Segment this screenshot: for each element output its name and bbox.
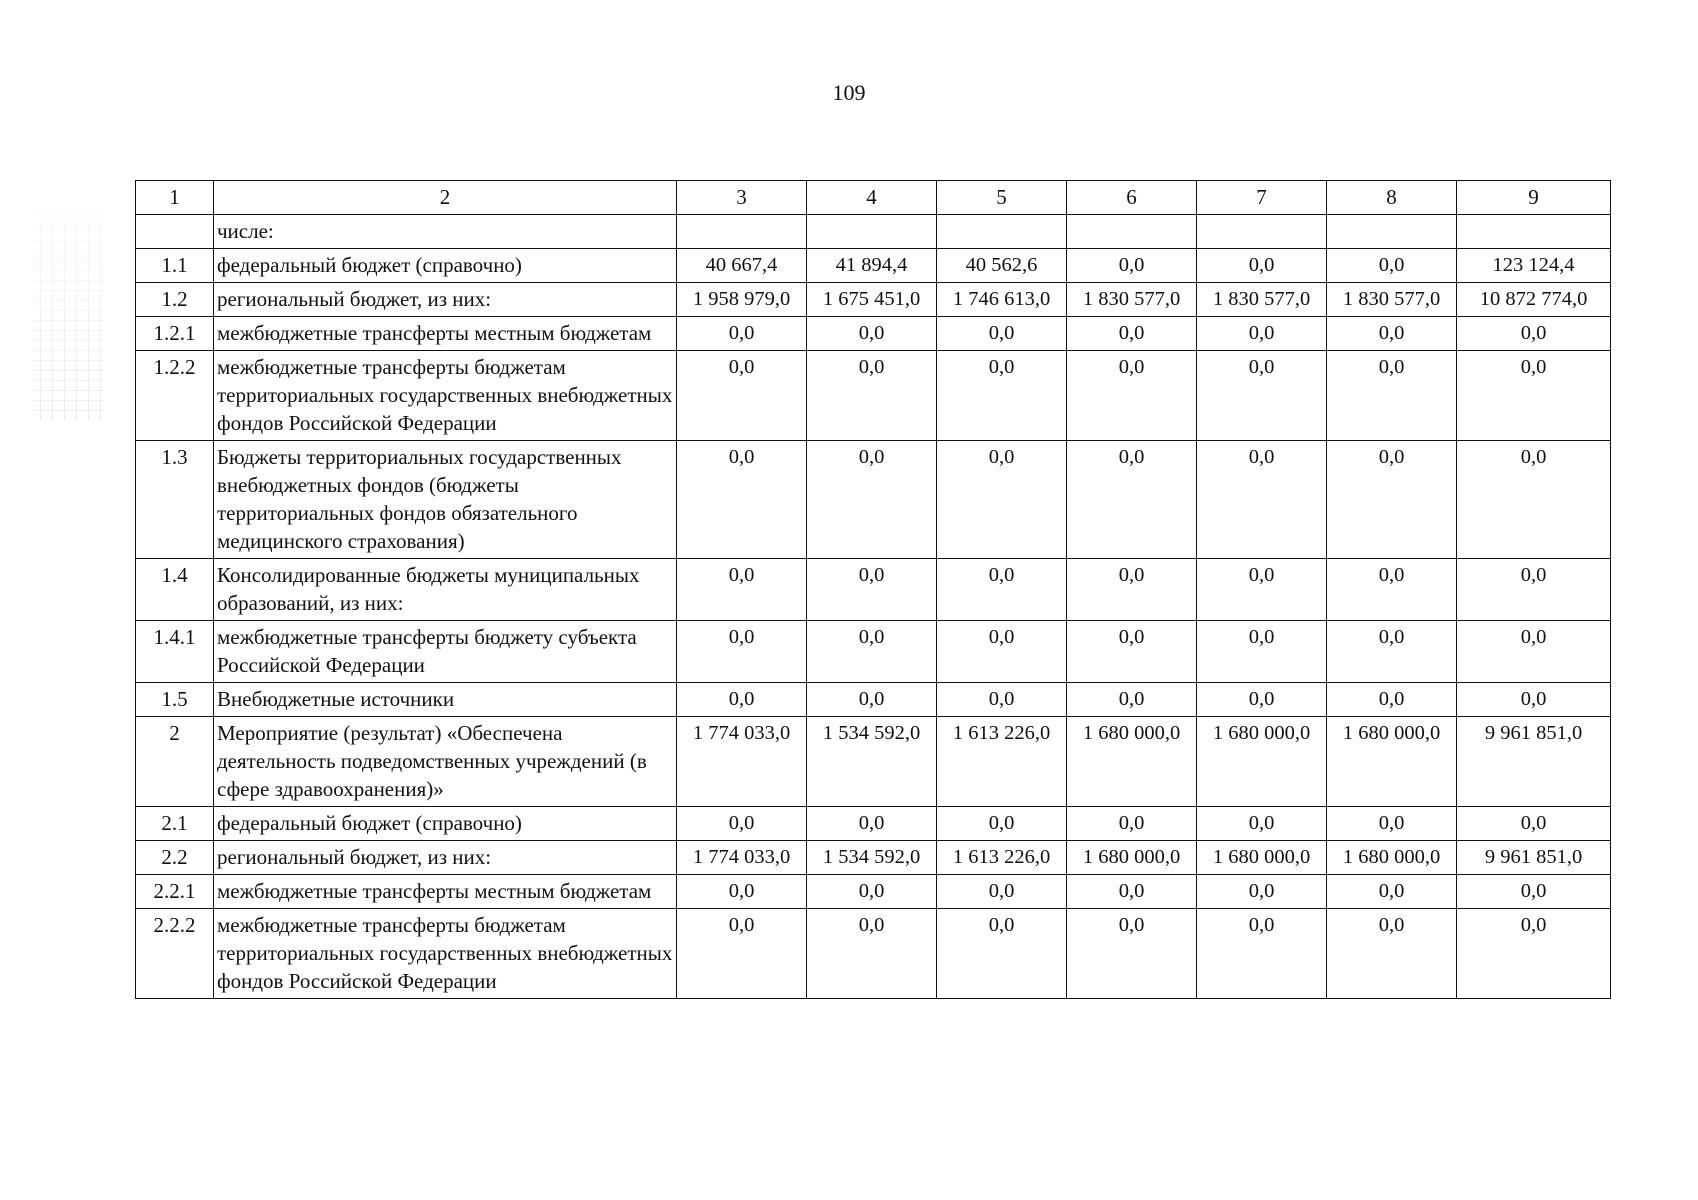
value-cell xyxy=(937,215,1067,249)
value-cell: 0,0 xyxy=(1067,621,1197,683)
row-code: 1.4.1 xyxy=(136,621,214,683)
value-cell: 0,0 xyxy=(937,875,1067,909)
table-row xyxy=(136,875,1611,909)
value-cell: 0,0 xyxy=(1197,875,1327,909)
row-code: 1.2.1 xyxy=(136,317,214,351)
value-cell: 0,0 xyxy=(677,875,807,909)
row-code: 1.1 xyxy=(136,249,214,283)
row-label: региональный бюджет, из них: xyxy=(214,841,677,875)
value-cell: 0,0 xyxy=(807,621,937,683)
value-cell: 0,0 xyxy=(937,807,1067,841)
value-cell: 0,0 xyxy=(677,559,807,621)
column-header: 8 xyxy=(1327,181,1457,215)
row-label: числе: xyxy=(214,215,677,249)
value-cell: 1 680 000,0 xyxy=(1327,841,1457,875)
value-cell: 0,0 xyxy=(1457,351,1611,441)
value-cell xyxy=(1067,215,1197,249)
value-cell: 9 961 851,0 xyxy=(1457,717,1611,807)
value-cell: 0,0 xyxy=(1457,807,1611,841)
column-header: 2 xyxy=(214,181,677,215)
column-header: 7 xyxy=(1197,181,1327,215)
value-cell: 0,0 xyxy=(937,909,1067,999)
value-cell: 1 680 000,0 xyxy=(1327,717,1457,807)
value-cell: 0,0 xyxy=(1327,875,1457,909)
table-row xyxy=(136,717,1611,807)
value-cell xyxy=(677,215,807,249)
value-cell: 0,0 xyxy=(1197,807,1327,841)
value-cell: 0,0 xyxy=(1067,351,1197,441)
value-cell: 0,0 xyxy=(807,683,937,717)
value-cell: 123 124,4 xyxy=(1457,249,1611,283)
column-header: 3 xyxy=(677,181,807,215)
row-code: 2.2.1 xyxy=(136,875,214,909)
value-cell: 1 680 000,0 xyxy=(1067,841,1197,875)
row-code: 1.3 xyxy=(136,441,214,559)
value-cell: 0,0 xyxy=(677,807,807,841)
row-code: 1.4 xyxy=(136,559,214,621)
value-cell: 1 613 226,0 xyxy=(937,841,1067,875)
table-row xyxy=(136,215,1611,249)
value-cell: 0,0 xyxy=(1067,441,1197,559)
value-cell: 1 958 979,0 xyxy=(677,283,807,317)
value-cell: 0,0 xyxy=(1067,559,1197,621)
value-cell: 0,0 xyxy=(1197,683,1327,717)
value-cell: 41 894,4 xyxy=(807,249,937,283)
value-cell: 1 774 033,0 xyxy=(677,841,807,875)
row-code: 2.2 xyxy=(136,841,214,875)
value-cell: 0,0 xyxy=(677,351,807,441)
value-cell: 0,0 xyxy=(1067,909,1197,999)
value-cell: 0,0 xyxy=(1067,807,1197,841)
value-cell: 1 680 000,0 xyxy=(1197,841,1327,875)
value-cell: 0,0 xyxy=(937,351,1067,441)
value-cell: 0,0 xyxy=(677,683,807,717)
table-body xyxy=(136,215,1611,999)
table-row xyxy=(136,249,1611,283)
value-cell: 0,0 xyxy=(807,909,937,999)
value-cell: 0,0 xyxy=(677,441,807,559)
row-label: федеральный бюджет (справочно) xyxy=(214,807,677,841)
value-cell xyxy=(1327,215,1457,249)
value-cell: 0,0 xyxy=(1327,559,1457,621)
value-cell: 1 534 592,0 xyxy=(807,717,937,807)
scan-artifact xyxy=(34,210,104,420)
value-cell: 0,0 xyxy=(1327,249,1457,283)
value-cell: 1 675 451,0 xyxy=(807,283,937,317)
row-code: 2.2.2 xyxy=(136,909,214,999)
row-code: 1.5 xyxy=(136,683,214,717)
value-cell: 0,0 xyxy=(1197,559,1327,621)
value-cell xyxy=(1197,215,1327,249)
header-row xyxy=(136,181,1611,215)
row-label: межбюджетные трансферты местным бюджетам xyxy=(214,317,677,351)
value-cell: 0,0 xyxy=(937,317,1067,351)
row-label: федеральный бюджет (справочно) xyxy=(214,249,677,283)
value-cell: 0,0 xyxy=(1067,249,1197,283)
value-cell: 1 830 577,0 xyxy=(1197,283,1327,317)
table-row xyxy=(136,841,1611,875)
value-cell: 1 830 577,0 xyxy=(1067,283,1197,317)
value-cell: 0,0 xyxy=(1197,249,1327,283)
value-cell xyxy=(807,215,937,249)
column-header: 5 xyxy=(937,181,1067,215)
row-code: 2.1 xyxy=(136,807,214,841)
row-code: 1.2.2 xyxy=(136,351,214,441)
value-cell: 1 613 226,0 xyxy=(937,717,1067,807)
row-label: Консолидированные бюджеты муниципальных образований, из них: xyxy=(214,559,677,621)
column-header: 6 xyxy=(1067,181,1197,215)
row-label: региональный бюджет, из них: xyxy=(214,283,677,317)
value-cell: 0,0 xyxy=(1197,351,1327,441)
page-number: 109 xyxy=(832,80,866,105)
value-cell: 0,0 xyxy=(807,351,937,441)
column-header: 4 xyxy=(807,181,937,215)
table-row xyxy=(136,351,1611,441)
value-cell: 0,0 xyxy=(807,317,937,351)
value-cell: 0,0 xyxy=(677,317,807,351)
value-cell: 10 872 774,0 xyxy=(1457,283,1611,317)
value-cell: 0,0 xyxy=(1457,621,1611,683)
value-cell: 0,0 xyxy=(1327,621,1457,683)
value-cell: 1 680 000,0 xyxy=(1197,717,1327,807)
value-cell: 9 961 851,0 xyxy=(1457,841,1611,875)
row-label: межбюджетные трансферты бюджету субъекта Российской Федерации xyxy=(214,621,677,683)
value-cell xyxy=(1457,215,1611,249)
table-row xyxy=(136,283,1611,317)
table-row xyxy=(136,683,1611,717)
row-label: Мероприятие (результат) «Обеспечена деятельность подведомственных учреждений (в сфере здравоохранения)» xyxy=(214,717,677,807)
value-cell: 1 680 000,0 xyxy=(1067,717,1197,807)
budget-table xyxy=(135,180,1611,999)
value-cell: 40 562,6 xyxy=(937,249,1067,283)
value-cell: 0,0 xyxy=(1457,441,1611,559)
value-cell: 0,0 xyxy=(1197,441,1327,559)
value-cell: 1 534 592,0 xyxy=(807,841,937,875)
value-cell: 0,0 xyxy=(1457,683,1611,717)
table-row xyxy=(136,559,1611,621)
row-label: Бюджеты территориальных государственных внебюджетных фондов (бюджеты территориальных фондов обязательного медицинского страхования) xyxy=(214,441,677,559)
value-cell: 0,0 xyxy=(677,909,807,999)
row-label: межбюджетные трансферты бюджетам территориальных государственных внебюджетных фондов Российской Федерации xyxy=(214,909,677,999)
value-cell: 0,0 xyxy=(1067,875,1197,909)
value-cell: 0,0 xyxy=(1327,683,1457,717)
value-cell: 0,0 xyxy=(1067,317,1197,351)
row-code: 2 xyxy=(136,717,214,807)
value-cell: 0,0 xyxy=(1327,807,1457,841)
row-label: Внебюджетные источники xyxy=(214,683,677,717)
value-cell: 0,0 xyxy=(1327,441,1457,559)
column-header: 9 xyxy=(1457,181,1611,215)
value-cell: 0,0 xyxy=(1327,351,1457,441)
value-cell: 0,0 xyxy=(807,807,937,841)
value-cell: 0,0 xyxy=(807,559,937,621)
table-row xyxy=(136,621,1611,683)
row-code: 1.2 xyxy=(136,283,214,317)
table-row xyxy=(136,909,1611,999)
value-cell: 0,0 xyxy=(937,683,1067,717)
value-cell: 0,0 xyxy=(807,441,937,559)
value-cell: 0,0 xyxy=(1327,317,1457,351)
value-cell: 0,0 xyxy=(1327,909,1457,999)
table-row xyxy=(136,441,1611,559)
value-cell: 1 774 033,0 xyxy=(677,717,807,807)
row-code xyxy=(136,215,214,249)
column-header: 1 xyxy=(136,181,214,215)
row-label: межбюджетные трансферты бюджетам территориальных государственных внебюджетных фондов Российской Федерации xyxy=(214,351,677,441)
value-cell: 0,0 xyxy=(937,559,1067,621)
value-cell: 0,0 xyxy=(1197,317,1327,351)
value-cell: 0,0 xyxy=(937,621,1067,683)
value-cell: 0,0 xyxy=(1197,909,1327,999)
value-cell: 0,0 xyxy=(1457,875,1611,909)
value-cell: 40 667,4 xyxy=(677,249,807,283)
value-cell: 0,0 xyxy=(1457,909,1611,999)
table-row xyxy=(136,317,1611,351)
value-cell: 1 830 577,0 xyxy=(1327,283,1457,317)
value-cell: 1 746 613,0 xyxy=(937,283,1067,317)
table-row xyxy=(136,807,1611,841)
value-cell: 0,0 xyxy=(677,621,807,683)
value-cell: 0,0 xyxy=(1067,683,1197,717)
row-label: межбюджетные трансферты местным бюджетам xyxy=(214,875,677,909)
value-cell: 0,0 xyxy=(937,441,1067,559)
value-cell: 0,0 xyxy=(1457,317,1611,351)
value-cell: 0,0 xyxy=(807,875,937,909)
value-cell: 0,0 xyxy=(1457,559,1611,621)
value-cell: 0,0 xyxy=(1197,621,1327,683)
